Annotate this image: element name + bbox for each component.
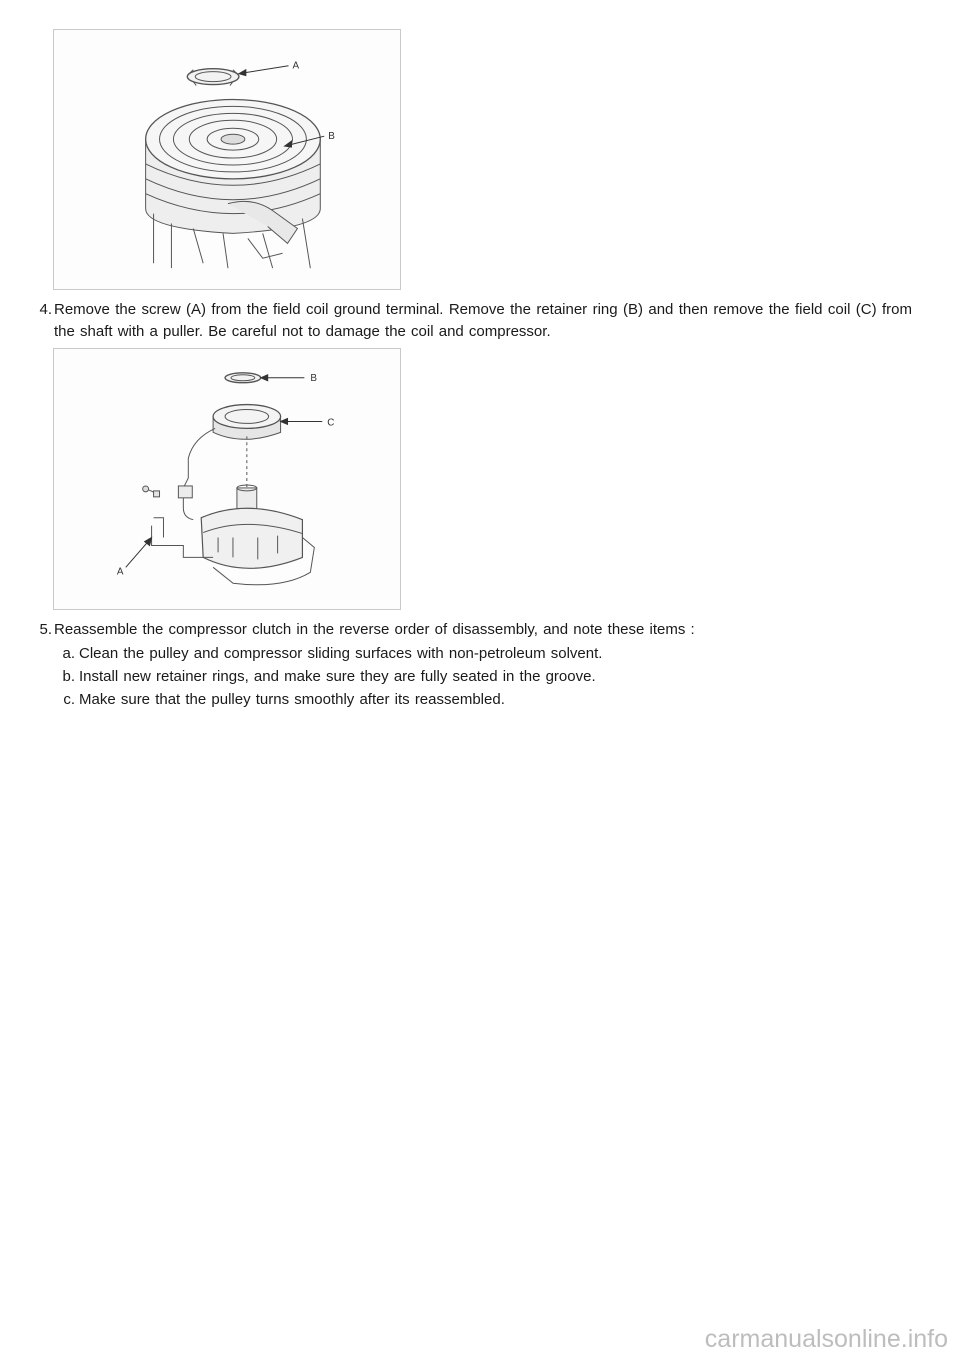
subitem-letter: c.: [63, 691, 75, 708]
watermark-text: carmanualsonline.info: [704, 1325, 948, 1353]
step-text: Reassemble the compressor clutch in the reverse order of disassembly, and note these items :: [54, 621, 695, 638]
step-number: 4.: [39, 301, 52, 318]
field-coil-illustration: [54, 349, 400, 609]
subitem-a: [56, 643, 912, 665]
field-coil-diagram: [53, 348, 401, 610]
step-5: [30, 619, 912, 641]
label-a: A: [292, 60, 300, 72]
pulley-illustration: [54, 30, 400, 289]
subitem-text: Clean the pulley and compressor sliding surfaces with non-petroleum solvent.: [79, 645, 603, 662]
label-b: B: [310, 372, 317, 384]
subitem-letter: b.: [62, 668, 75, 685]
label-b: B: [328, 131, 335, 143]
pulley-diagram: [53, 29, 401, 290]
subitem-letter: a.: [62, 645, 75, 662]
step-number: 5.: [39, 621, 52, 638]
subitem-text: Install new retainer rings, and make sure they are fully seated in the groove.: [79, 668, 596, 685]
label-c: C: [327, 417, 335, 429]
subitem-c: [56, 689, 912, 711]
label-a: A: [116, 566, 124, 578]
subitem-text: Make sure that the pulley turns smoothly after its reassembled.: [79, 691, 505, 708]
step-text: Remove the screw (A) from the field coil ground terminal. Remove the retainer ring (B) and then remove the field coil (C) from the shaft with a puller. Be careful not to damage the coil and compressor.: [54, 301, 912, 340]
step-4: [30, 299, 912, 343]
subitem-b: [56, 666, 912, 688]
